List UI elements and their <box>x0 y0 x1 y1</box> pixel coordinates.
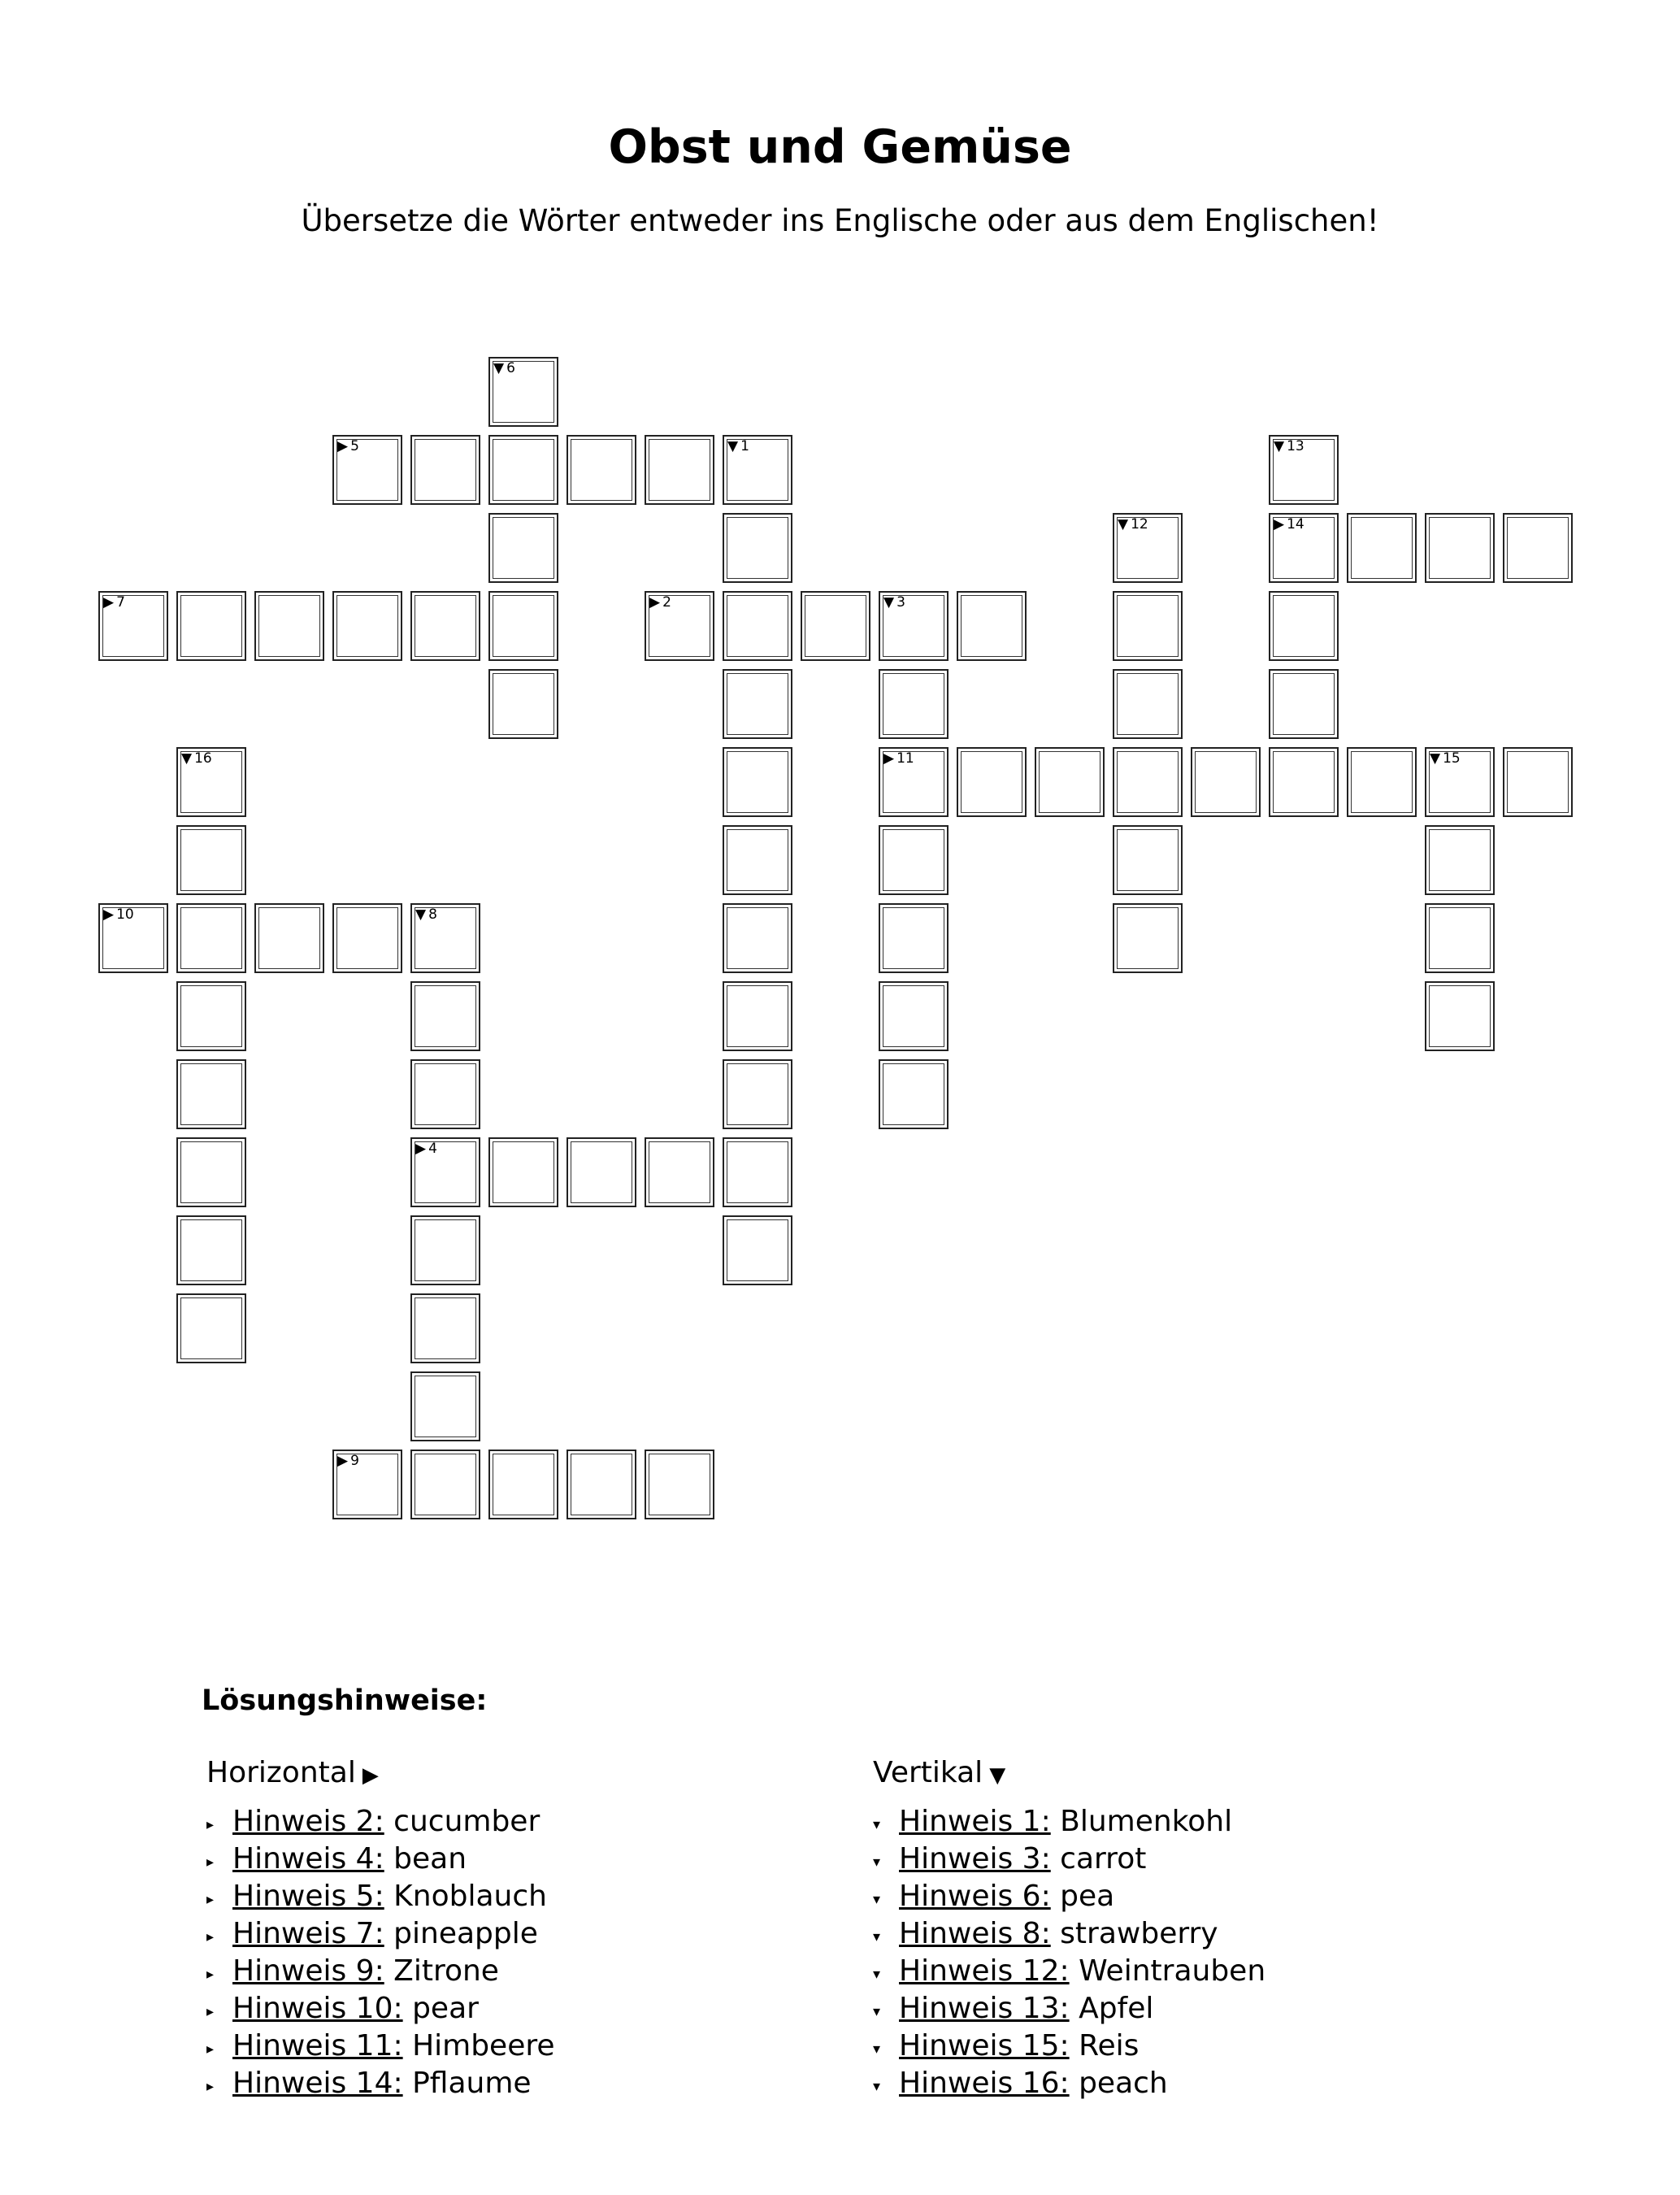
clue-number-1 <box>727 438 749 454</box>
crossword-cell[interactable] <box>98 591 168 661</box>
clue-reference-link[interactable]: Hinweis 13: <box>899 1992 1070 2025</box>
clue-reference-link[interactable]: Hinweis 12: <box>899 1954 1070 1988</box>
right-arrow-icon: ▸ <box>206 2041 215 2058</box>
crossword-cell[interactable] <box>1425 513 1495 583</box>
right-arrow-icon: ▶ <box>649 594 661 611</box>
right-arrow-icon: ▶ <box>103 594 115 611</box>
clue-reference-link[interactable]: Hinweis 5: <box>232 1880 384 1913</box>
clue-text: Pflaume <box>402 2067 532 2100</box>
horizontal-clue-4 <box>206 1841 555 1878</box>
down-arrow-icon: ▾ <box>873 1816 881 1833</box>
crossword-cell[interactable] <box>645 591 714 661</box>
right-arrow-icon: ▶ <box>103 906 115 923</box>
clue-number-label: 2 <box>662 594 671 611</box>
horizontal-clue-9 <box>206 1953 555 1990</box>
crossword-cell[interactable] <box>1347 513 1417 583</box>
clue-number-label: 4 <box>428 1141 437 1157</box>
clue-reference-link[interactable]: Hinweis 15: <box>899 2029 1070 2062</box>
crossword-cell[interactable] <box>1269 591 1339 661</box>
down-arrow-icon: ▼ <box>181 750 193 767</box>
clue-number-5 <box>337 438 359 454</box>
clue-reference-link[interactable]: Hinweis 6: <box>899 1880 1051 1913</box>
crossword-cell[interactable] <box>176 1293 246 1363</box>
right-arrow-icon: ▶ <box>1274 516 1285 532</box>
crossword-cell[interactable] <box>723 747 792 817</box>
crossword-cell[interactable] <box>1113 903 1183 973</box>
clue-number-label: 6 <box>506 360 515 376</box>
down-arrow-icon: ▾ <box>873 2003 881 2020</box>
clue-text: pear <box>402 1992 479 2025</box>
crossword-cell[interactable] <box>1425 825 1495 895</box>
clue-text: cucumber <box>384 1805 540 1838</box>
clue-text: bean <box>384 1842 467 1876</box>
clue-number-label: 10 <box>116 906 134 923</box>
crossword-cell[interactable] <box>1113 747 1183 817</box>
crossword-cell[interactable] <box>957 591 1027 661</box>
horizontal-clue-5 <box>206 1878 555 1915</box>
down-arrow-icon: ▾ <box>873 1966 881 1983</box>
clue-text: Apfel <box>1069 1992 1154 2025</box>
crossword-cell[interactable] <box>567 1450 636 1519</box>
crossword-cell[interactable] <box>410 1371 480 1441</box>
clue-text: Reis <box>1069 2029 1140 2062</box>
right-arrow-icon: ▸ <box>206 1854 215 1871</box>
right-arrow-icon: ▶ <box>337 1453 349 1469</box>
down-arrow-icon: ▼ <box>493 360 505 376</box>
down-arrow-icon: ▼ <box>1274 438 1285 454</box>
crossword-cell[interactable] <box>879 825 949 895</box>
crossword-cell[interactable] <box>879 591 949 661</box>
right-arrow-icon: ▶ <box>337 438 349 454</box>
crossword-cell[interactable] <box>332 591 402 661</box>
crossword-cell[interactable] <box>98 903 168 973</box>
crossword-cell[interactable] <box>1035 747 1105 817</box>
vertical-clue-3 <box>873 1841 1265 1878</box>
crossword-cell[interactable] <box>723 981 792 1051</box>
crossword-cell[interactable] <box>1113 669 1183 739</box>
vertical-clue-13 <box>873 1990 1265 2028</box>
crossword-cell[interactable] <box>1425 747 1495 817</box>
clue-number-label: 7 <box>116 594 125 611</box>
crossword-cell[interactable] <box>176 1137 246 1207</box>
clue-number-6 <box>493 360 515 376</box>
clue-number-7 <box>103 594 125 611</box>
crossword-cell[interactable] <box>410 435 480 505</box>
right-arrow-icon: ▸ <box>206 2078 215 2095</box>
crossword-cell[interactable] <box>1503 513 1573 583</box>
crossword-cell[interactable] <box>1113 513 1183 583</box>
right-arrow-icon: ▸ <box>206 1966 215 1983</box>
clue-reference-link[interactable]: Hinweis 9: <box>232 1954 384 1988</box>
right-arrow-icon: ▸ <box>206 2003 215 2020</box>
crossword-cell[interactable] <box>488 357 558 427</box>
right-arrow-icon: ▸ <box>206 1816 215 1833</box>
clue-reference-link[interactable]: Hinweis 8: <box>899 1917 1051 1950</box>
crossword-cell[interactable] <box>1425 903 1495 973</box>
crossword-cell[interactable] <box>488 591 558 661</box>
clue-text: carrot <box>1050 1842 1147 1876</box>
crossword-cell[interactable] <box>488 1450 558 1519</box>
crossword-cell[interactable] <box>176 825 246 895</box>
clue-number-label: 13 <box>1287 438 1304 454</box>
down-arrow-icon: ▾ <box>873 2041 881 2058</box>
clue-number-13 <box>1274 438 1304 454</box>
crossword-cell[interactable] <box>879 669 949 739</box>
clue-reference-link[interactable]: Hinweis 2: <box>232 1805 384 1838</box>
down-arrow-icon: ▼ <box>883 594 895 611</box>
crossword-cell[interactable] <box>723 1215 792 1285</box>
clue-reference-link[interactable]: Hinweis 4: <box>232 1842 384 1876</box>
hints-heading: Lösungshinweise: <box>202 1684 488 1717</box>
clue-text: pea <box>1050 1880 1115 1913</box>
clue-text: strawberry <box>1050 1917 1218 1950</box>
crossword-cell[interactable] <box>332 903 402 973</box>
clue-text: Himbeere <box>402 2029 555 2062</box>
clue-reference-link[interactable]: Hinweis 11: <box>232 2029 403 2062</box>
crossword-cell[interactable] <box>1269 747 1339 817</box>
vertical-clue-16 <box>873 2065 1265 2102</box>
clue-text: pineapple <box>384 1917 538 1950</box>
down-arrow-icon: ▼ <box>415 906 427 923</box>
crossword-cell[interactable] <box>410 1137 480 1207</box>
crossword-cell[interactable] <box>332 435 402 505</box>
clue-number-label: 16 <box>194 750 212 767</box>
clue-number-16 <box>181 750 212 767</box>
vertical-clue-8 <box>873 1915 1265 1953</box>
clue-number-label: 12 <box>1131 516 1148 532</box>
clue-text: Knoblauch <box>384 1880 547 1913</box>
vertical-clue-15 <box>873 2028 1265 2065</box>
down-arrow-icon: ▼ <box>1430 750 1441 767</box>
crossword-cell[interactable] <box>1269 435 1339 505</box>
clue-number-label: 9 <box>350 1453 359 1469</box>
horizontal-label: Horizontal <box>206 1756 356 1789</box>
clue-number-label: 5 <box>350 438 359 454</box>
crossword-cell[interactable] <box>723 1059 792 1129</box>
down-arrow-icon: ▾ <box>873 1928 881 1945</box>
crossword-cell[interactable] <box>1347 747 1417 817</box>
right-arrow-icon: ▸ <box>206 1928 215 1945</box>
crossword-cell[interactable] <box>645 1137 714 1207</box>
crossword-cell[interactable] <box>723 513 792 583</box>
horizontal-clue-list <box>206 1803 555 2102</box>
right-arrow-icon: ▸ <box>206 1891 215 1908</box>
crossword-cell[interactable] <box>723 591 792 661</box>
crossword-cell[interactable] <box>176 747 246 817</box>
crossword-cell[interactable] <box>801 591 870 661</box>
right-arrow-icon: ▶ <box>415 1141 427 1157</box>
clue-text: Blumenkohl <box>1050 1805 1233 1838</box>
vertical-clue-1 <box>873 1803 1265 1841</box>
down-arrow-icon: ▼ <box>727 438 739 454</box>
down-arrow-icon: ▼ <box>1118 516 1129 532</box>
clue-number-label: 15 <box>1443 750 1461 767</box>
down-arrow-icon: ▾ <box>873 1891 881 1908</box>
crossword-cell[interactable] <box>254 591 324 661</box>
crossword-cell[interactable] <box>567 1137 636 1207</box>
crossword-cell[interactable] <box>723 825 792 895</box>
crossword-cell[interactable] <box>723 435 792 505</box>
crossword-cell[interactable] <box>879 1059 949 1129</box>
crossword-cell[interactable] <box>645 435 714 505</box>
right-arrow-icon: ▶ <box>883 750 895 767</box>
clue-text: peach <box>1069 2067 1168 2100</box>
clue-number-label: 3 <box>896 594 905 611</box>
crossword-cell[interactable] <box>723 1137 792 1207</box>
crossword-cell[interactable] <box>488 435 558 505</box>
down-arrow-icon: ▾ <box>873 2078 881 2095</box>
crossword-cell[interactable] <box>957 747 1027 817</box>
crossword-cell[interactable] <box>332 1450 402 1519</box>
crossword-cell[interactable] <box>488 669 558 739</box>
crossword-cell[interactable] <box>723 669 792 739</box>
horizontal-clue-2 <box>206 1803 555 1841</box>
page-title: Obst und Gemüse <box>608 120 1072 174</box>
horizontal-clue-7 <box>206 1915 555 1953</box>
crossword-cell[interactable] <box>488 513 558 583</box>
clue-number-14 <box>1274 516 1304 532</box>
crossword-cell[interactable] <box>410 1293 480 1363</box>
vertical-label: Vertikal <box>873 1756 983 1789</box>
clue-number-label: 14 <box>1287 516 1304 532</box>
crossword-cell[interactable] <box>488 1137 558 1207</box>
clue-number-4 <box>415 1141 437 1157</box>
crossword-cell[interactable] <box>176 903 246 973</box>
crossword-cell[interactable] <box>176 1059 246 1129</box>
clue-number-15 <box>1430 750 1461 767</box>
horizontal-clue-11 <box>206 2028 555 2065</box>
crossword-cell[interactable] <box>176 981 246 1051</box>
crossword-cell[interactable] <box>176 591 246 661</box>
crossword-cell[interactable] <box>410 1215 480 1285</box>
down-arrow-icon: ▼ <box>989 1763 1006 1788</box>
vertical-clue-6 <box>873 1878 1265 1915</box>
crossword-cell[interactable] <box>176 1215 246 1285</box>
crossword-cell[interactable] <box>1113 825 1183 895</box>
clue-number-label: 1 <box>740 438 749 454</box>
crossword-cell[interactable] <box>723 903 792 973</box>
crossword-cell[interactable] <box>879 981 949 1051</box>
clue-number-12 <box>1118 516 1148 532</box>
crossword-cell[interactable] <box>645 1450 714 1519</box>
clue-number-2 <box>649 594 671 611</box>
crossword-cell[interactable] <box>879 747 949 817</box>
crossword-cell[interactable] <box>1113 591 1183 661</box>
vertical-clue-12 <box>873 1953 1265 1990</box>
clue-reference-link[interactable]: Hinweis 10: <box>232 1992 403 2025</box>
crossword-cell[interactable] <box>1269 669 1339 739</box>
clue-reference-link[interactable]: Hinweis 7: <box>232 1917 384 1950</box>
clue-number-8 <box>415 906 437 923</box>
horizontal-clue-14 <box>206 2065 555 2102</box>
crossword-cell[interactable] <box>410 1450 480 1519</box>
right-arrow-icon: ▶ <box>362 1763 379 1788</box>
clue-reference-link[interactable]: Hinweis 3: <box>899 1842 1051 1876</box>
clue-text: Zitrone <box>384 1954 499 1988</box>
crossword-cell[interactable] <box>1425 981 1495 1051</box>
crossword-cell[interactable] <box>879 903 949 973</box>
crossword-cell[interactable] <box>254 903 324 973</box>
crossword-cell[interactable] <box>1269 513 1339 583</box>
instructions: Übersetze die Wörter entweder ins Englische oder aus dem Englischen! <box>301 203 1379 238</box>
crossword-cell[interactable] <box>567 435 636 505</box>
clue-number-11 <box>883 750 914 767</box>
clue-number-label: 11 <box>896 750 914 767</box>
down-arrow-icon: ▾ <box>873 1854 881 1871</box>
vertical-heading <box>873 1756 1005 1789</box>
crossword-cell[interactable] <box>410 591 480 661</box>
crossword-cell[interactable] <box>410 903 480 973</box>
clue-reference-link[interactable]: Hinweis 14: <box>232 2067 403 2100</box>
crossword-cell[interactable] <box>410 981 480 1051</box>
clue-number-10 <box>103 906 134 923</box>
clue-reference-link[interactable]: Hinweis 16: <box>899 2067 1070 2100</box>
crossword-cell[interactable] <box>410 1059 480 1129</box>
clue-text: Weintrauben <box>1069 1954 1266 1988</box>
vertical-clue-list <box>873 1803 1265 2102</box>
clue-reference-link[interactable]: Hinweis 1: <box>899 1805 1051 1838</box>
clue-number-label: 8 <box>428 906 437 923</box>
crossword-cell[interactable] <box>1191 747 1261 817</box>
crossword-cell[interactable] <box>1503 747 1573 817</box>
horizontal-clue-10 <box>206 1990 555 2028</box>
horizontal-heading <box>206 1756 379 1789</box>
clue-number-9 <box>337 1453 359 1469</box>
clue-number-3 <box>883 594 905 611</box>
